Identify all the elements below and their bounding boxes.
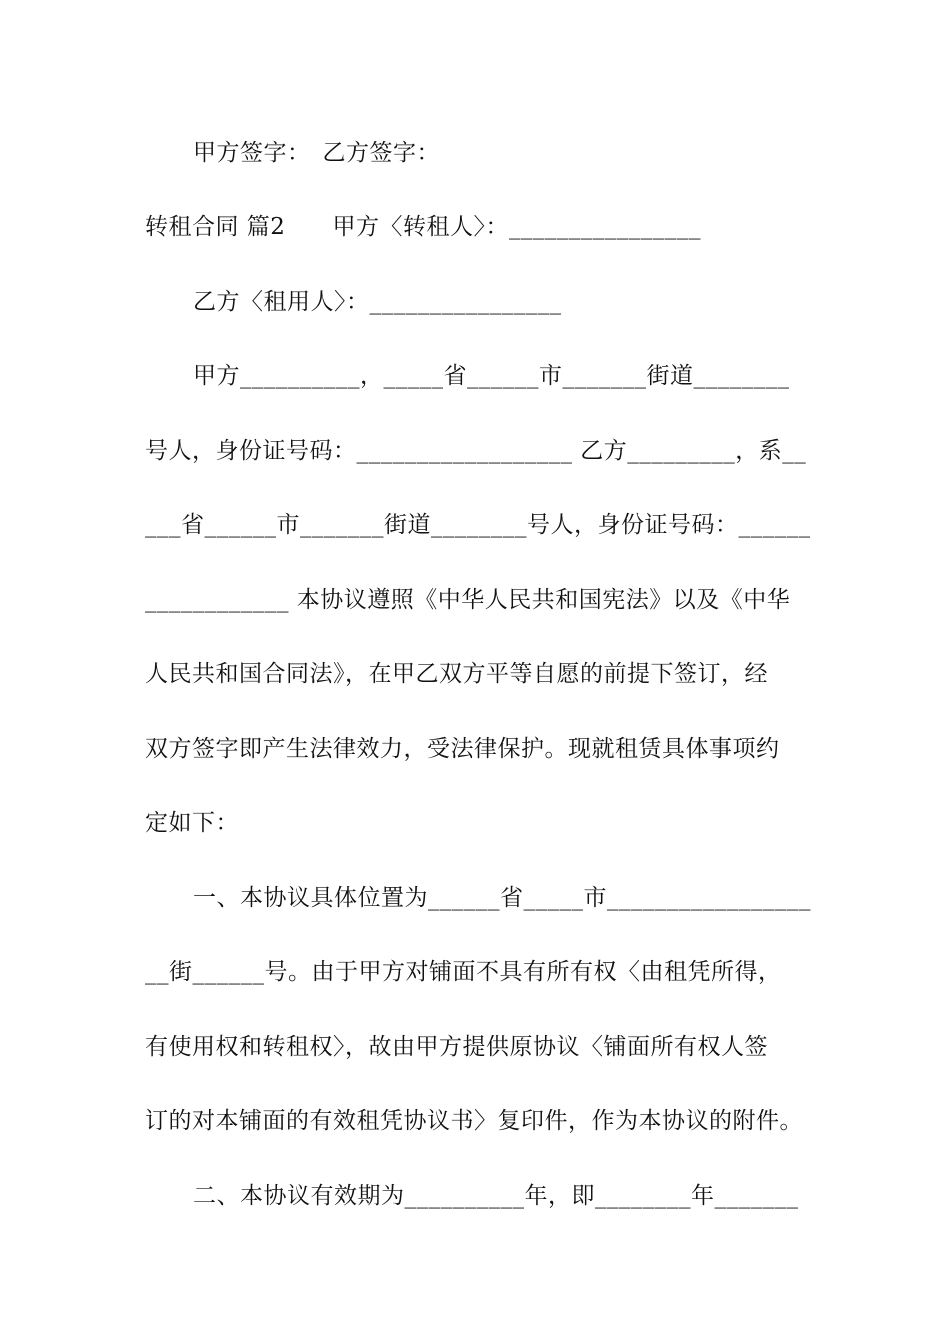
party-a-address-line: 甲方__________，_____省______市_______街道________ bbox=[193, 363, 790, 389]
clause-one-line: 有使用权和转租权〉，故由甲方提供原协议〈铺面所有权人签 bbox=[145, 1034, 768, 1060]
paragraph-line: 双方签字即产生法律效力，受法律保护。现就租赁具体事项约 bbox=[145, 736, 780, 762]
lessee-line: 乙方〈租用人〉：________________ bbox=[193, 289, 562, 315]
paragraph-line: 定如下： bbox=[145, 810, 239, 836]
party-id-line: 号人，身份证号码：__________________ 乙方_________，系__ bbox=[145, 438, 807, 464]
party-b-address-line: ___省______市_______街道________号人，身份证号码：______ bbox=[145, 512, 811, 538]
contract-heading-line: 转租合同 篇2 甲方〈转租人〉：________________ bbox=[145, 214, 701, 240]
clause-two-line: 二、本协议有效期为__________年，即________年_______ bbox=[193, 1183, 799, 1209]
paragraph-line: ____________ 本协议遵照《中华人民共和国宪法》以及《中华 bbox=[145, 587, 791, 613]
signature-line: 甲方签字： 乙方签字： bbox=[193, 140, 440, 166]
clause-one-line: 订的对本铺面的有效租凭协议书〉复印件，作为本协议的附件。 bbox=[145, 1108, 803, 1134]
clause-one-line: 一、本协议具体位置为______省_____市_________________ bbox=[193, 885, 811, 911]
paragraph-line: 人民共和国合同法》，在甲乙双方平等自愿的前提下签订，经 bbox=[145, 661, 768, 687]
clause-one-line: __街______号。由于甲方对铺面不具有所有权〈由租凭所得， bbox=[145, 959, 782, 985]
